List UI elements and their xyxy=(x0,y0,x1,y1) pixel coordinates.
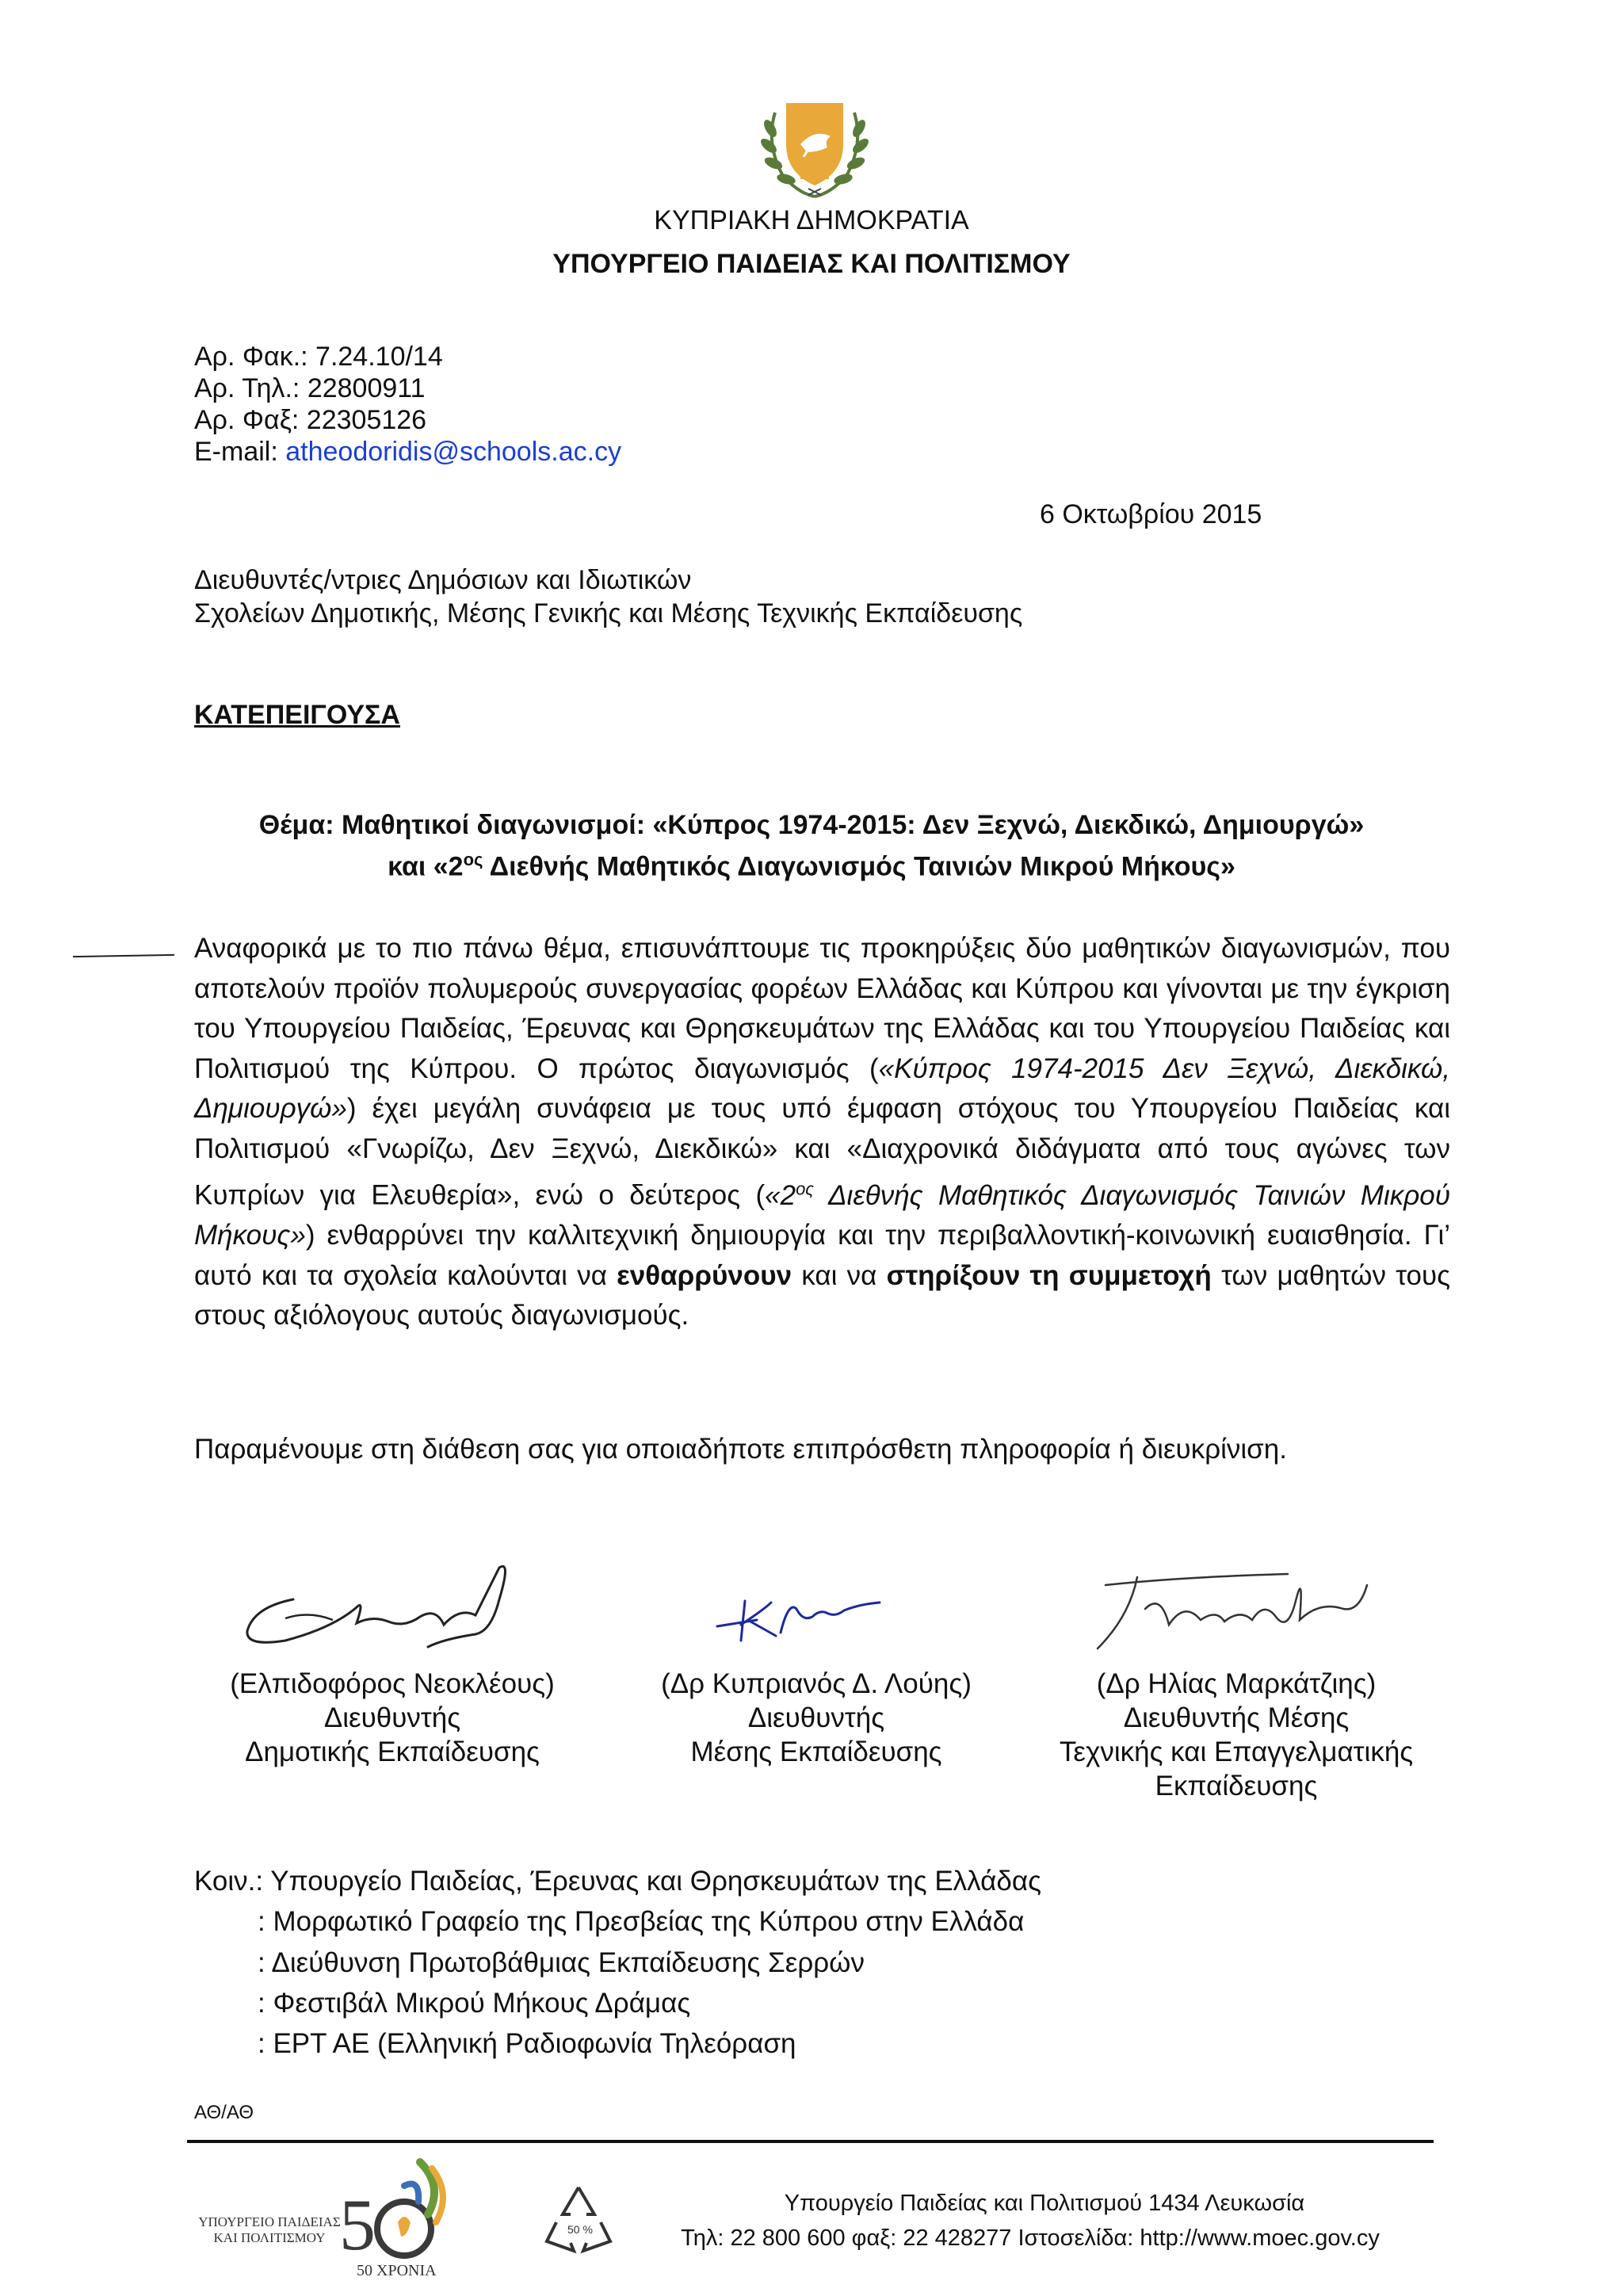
cc-label: Κοιν.: xyxy=(194,1866,271,1897)
signatory-department: Μέσης Εκπαίδευσης xyxy=(690,1736,942,1767)
signature-1-icon xyxy=(238,1552,523,1663)
ministry-50-years-logo xyxy=(190,2154,460,2281)
cc-item-3: : Διεύθυνση Πρωτοβάθμιας Εκπαίδευσης Σερρών xyxy=(258,1947,865,1978)
signatory-title: Διευθυντής xyxy=(747,1702,885,1733)
svg-text:5: 5 xyxy=(339,2184,376,2265)
signatory-name: (Δρ Ηλίας Μαρκάτζιης) xyxy=(1096,1668,1377,1699)
signatory-title: Διευθυντής xyxy=(323,1702,461,1733)
urgent-label: ΚΑΤΕΠΕΙΓΟΥΣΑ xyxy=(194,700,400,730)
subject-line-1: Θέμα: Μαθητικοί διαγωνισμοί: «Κύπρος 1974-2015: Δεν Ξεχνώ, Διεκδικώ, Δημιουργώ» xyxy=(258,810,1365,840)
email-link[interactable]: atheodoridis@schools.ac.cy xyxy=(285,437,622,467)
body-paragraph-2: Παραμένουμε στη διάθεση σας για οποιαδήποτε επιπρόσθετη πληροφορία ή διευκρίνιση. xyxy=(194,1434,1287,1465)
signatory-department: Τεχνικής και Επαγγελματικής xyxy=(1059,1736,1414,1767)
signatory-name: (Δρ Κυπριανός Δ. Λούης) xyxy=(661,1668,972,1699)
letter-date: 6 Οκτωβρίου 2015 xyxy=(1040,499,1262,529)
country-name: ΚΥΠΡΙΑΚΗ ΔΗΜΟΚΡΑΤΙΑ xyxy=(654,205,969,235)
cc-item-5: : ΕΡΤ ΑΕ (Ελληνική Ραδιοφωνία Τηλεόραση xyxy=(258,2028,796,2059)
signatory-3 xyxy=(1022,1667,1450,1803)
signatory-1 xyxy=(198,1667,586,1769)
recipient-line-2: Σχολείων Δημοτικής, Μέσης Γενικής και Μέσης Τεχνικής Εκπαίδευσης xyxy=(194,598,1023,628)
signatory-department-line-3: Εκπαίδευσης xyxy=(1155,1771,1318,1801)
cc-item-4: : Φεστιβάλ Μικρού Μήκους Δράμας xyxy=(258,1988,691,2019)
logo-text-line-2: ΚΑΙ ΠΟΛΙΤΙΣΜΟΥ xyxy=(213,2230,326,2245)
ministry-name: ΥΠΟΥΡΓΕΙΟ ΠΑΙΔΕΙΑΣ ΚΑΙ ΠΟΛΙΤΙΣΜΟΥ xyxy=(552,249,1071,279)
signature-2-icon xyxy=(709,1585,892,1648)
recipient-line-1: Διευθυντές/ντριες Δημόσιων και Ιδιωτικών xyxy=(194,565,692,595)
signature-3-icon xyxy=(1082,1553,1383,1664)
email-line xyxy=(194,436,621,468)
body-paragraph-1: Αναφορικά με το πιο πάνω θέμα, επισυνάπτουμε τις προκηρύξεις δύο μαθητικών διαγωνισμών, που αποτελούν προϊόν πολυμερούς συνεργασίας φορέων Ελλάδας και Κύπρου και γίνονται με την έγκριση του Υπουργείου Παιδείας, Έρευνας και Θρησκευμάτων της Ελλάδας και του Υπουργείου Παιδείας και Πολιτισμού της Κύπρου. Ο πρώτος διαγωνισμός («Κύπρος 1974-2015 Δεν Ξεχνώ, Διεκδικώ, Δημιουργώ») έχει μεγάλη συνάφεια με τους υπό έμφαση στόχους του Υπουργείου Παιδείας και Πολιτισμού «Γνωρίζω, Δεν Ξεχνώ, Διεκδικώ» και «Διαχρονικά διδάγματα από τους αγώνες των Κυπρίων για Ελευθερία», ενώ ο δεύτερος («$2^{o\varsigma}$ Διεθνής Μαθητικός Διαγωνισμός Ταινιών Μικρού Μήκους») ενθαρρύνει την καλλιτεχνική δημιουργία και την περιβαλλοντική-κοινωνική ευαισθησία. Γι’ αυτό και τα σχολεία καλούνται να ενθαρρύνουν και να στηρίξουν τη συμμετοχή των μαθητών τους στους αξιόλογους αυτούς διαγωνισμούς. xyxy=(194,933,1451,1331)
recycle-icon xyxy=(539,2181,618,2257)
footer-divider xyxy=(187,2140,1434,2143)
footer-contact: Τηλ: 22 800 600 φαξ: 22 428277 Ιστοσελίδα: http://www.moec.gov.cy xyxy=(681,2225,1380,2251)
margin-mark xyxy=(73,954,174,957)
cc-item-2: : Μορφωτικό Γραφείο της Πρεσβείας της Κύπρου στην Ελλάδα xyxy=(258,1906,1025,1937)
logo-text-line-1: ΥΠΟΥΡΓΕΙΟ ΠΑΙΔΕΙΑΣ xyxy=(198,2214,341,2229)
signatory-2 xyxy=(626,1667,1006,1769)
cyprus-coat-of-arms-icon xyxy=(751,97,878,201)
signatory-name: (Ελπιδοφόρος Νεοκλέους) xyxy=(230,1668,555,1699)
recycle-percent: 50 % xyxy=(567,2223,593,2236)
subject-line-2: και «$2^{o\varsigma}$ Διεθνής Μαθητικός Διαγωνισμός Ταινιών Μικρού Μήκους» xyxy=(388,850,1235,882)
signatory-title: Διευθυντής Μέσης xyxy=(1123,1702,1350,1733)
fax-number: Αρ. Φαξ: 22305126 xyxy=(194,405,427,435)
initials: ΑΘ/ΑΘ xyxy=(194,2102,254,2123)
logo-years-text: 50 ΧΡΟΝΙΑ xyxy=(357,2262,437,2279)
footer-address: Υπουργείο Παιδείας και Πολιτισμού 1434 Λευκωσία xyxy=(784,2191,1305,2216)
signatory-department: Δημοτικής Εκπαίδευσης xyxy=(245,1736,540,1767)
file-number: Αρ. Φακ.: 7.24.10/14 xyxy=(194,342,443,372)
phone-number: Αρ. Τηλ.: 22800911 xyxy=(194,373,426,403)
cc-item-1: Κοιν.: Υπουργείο Παιδείας, Έρευνας και Θρησκευμάτων της Ελλάδας xyxy=(194,1866,1041,1897)
email-label: E-mail: xyxy=(194,437,286,467)
